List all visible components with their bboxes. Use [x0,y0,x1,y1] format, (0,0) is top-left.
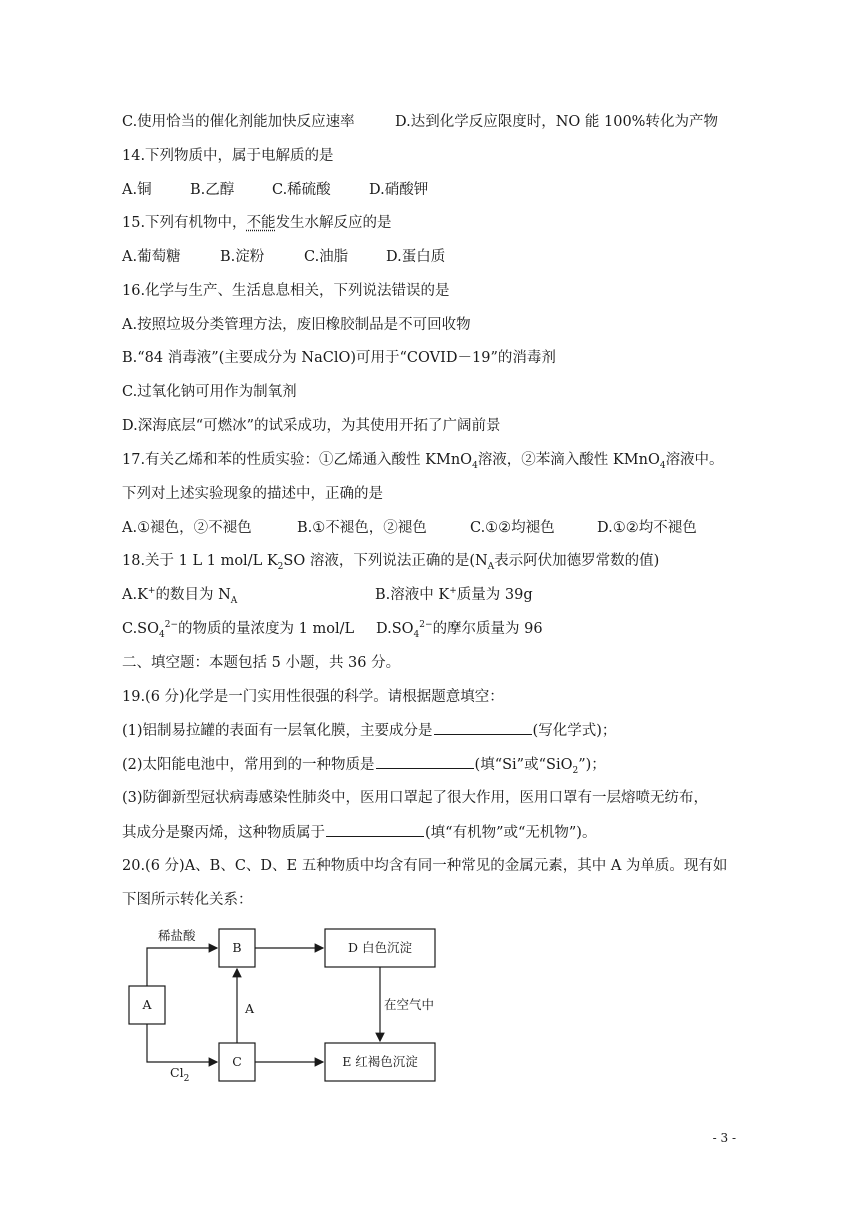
q14-option-a: A.铜 [122,182,152,198]
answer-blank[interactable] [434,720,532,735]
arrow-a-to-b [147,948,217,986]
box-c-label: C [232,1054,242,1069]
q15-option-a: A.葡萄糖 [122,249,181,265]
in-air-label: 在空气中 [384,997,435,1012]
q19-part3-line1: (3)防御新型冠状病毒感染性肺炎中，医用口罩起了很大作用，医用口罩有一层熔喷无纺布， [122,790,709,806]
q16-option-b: B.“84 消毒液”(主要成分为 NaClO)可用于“COVID－19”的消毒剂 [122,350,556,366]
box-d-label: D 白色沉淀 [348,940,412,955]
arrow-a-to-c [147,1024,217,1062]
conversion-diagram [122,920,452,1090]
box-a-label: A [142,997,152,1012]
q18-stem-part2: SO 溶液，下列说法正确的是(N [283,553,488,569]
q18-stem-part1: 18.关于 1 L 1 mol/L K [122,553,278,569]
q18-subscript: 4 [159,629,165,640]
q20-stem-line2: 下图所示转化关系： [122,892,253,908]
answer-blank[interactable] [326,822,424,837]
q15-stem-post: 发生水解反应的是 [275,215,392,231]
page-number: - 3 - [712,1131,736,1145]
chlorine-label [170,1065,189,1084]
q19-subscript: 2 [572,765,579,776]
q18-stem [122,551,659,571]
q18-option-c-pre: C.SO [122,621,160,637]
q17-option-c: C.①②均褪色 [470,520,555,536]
q17-option-a: A.①褪色，②不褪色 [122,520,252,536]
q14-option-b: B.乙醇 [190,182,235,198]
q17-option-d: D.①②均不褪色 [597,520,697,536]
q17-stem-part3: 溶液中。 [665,452,724,468]
q18-superscript: + [147,586,156,597]
q18-option-d-pre: D.SO [376,621,414,637]
q16-option-a: A.按照垃圾分类管理方法，废旧橡胶制品是不可回收物 [122,317,471,333]
q18-option-c [122,619,354,639]
q16-option-c: C.过氧化钠可用作为制氧剂 [122,384,297,400]
q18-stem-part3: 表示阿伏加德罗常数的值) [494,553,660,569]
q17-stem-part1: 17.有关乙烯和苯的性质实验：①乙烯通入酸性 KMnO [122,452,473,468]
q17-option-b: B.①不褪色，②褪色 [297,520,427,536]
chlorine-symbol: Cl [170,1065,184,1080]
q18-option-a-post: 的数目为 N [155,587,231,603]
q18-subscript: 2 [277,561,284,572]
q19-stem: 19.(6 分)化学是一门实用性很强的科学。请根据题意填空： [122,689,504,705]
q14-stem: 14.下列物质中，属于电解质的是 [122,148,334,164]
q13-option-c: C.使用恰当的催化剂能加快反应速率 [122,114,355,130]
q17-stem-line1 [122,450,724,470]
q17-subscript: 4 [472,460,478,471]
q15-option-b: B.淀粉 [220,249,265,265]
q18-option-d [376,619,543,639]
q18-subscript: 4 [413,629,420,640]
q17-stem-part2: 溶液，②苯滴入酸性 KMnO [477,452,660,468]
box-e-label: E 红褐色沉淀 [342,1054,418,1069]
q18-option-b-pre: B.溶液中 K [375,587,450,603]
q18-option-b-post: 质量为 39g [456,587,533,603]
q18-option-a [122,585,237,605]
q17-subscript: 4 [659,460,666,471]
q18-subscript: A [230,595,238,606]
box-b-label: B [232,940,242,955]
q18-superscript: + [449,586,457,597]
q15-option-d: D.蛋白质 [386,249,446,265]
q16-stem: 16.化学与生产、生活息息相关，下列说法错误的是 [122,283,450,299]
q18-option-c-post: 的物质的量浓度为 1 mol/L [178,621,355,637]
q14-option-d: D.硝酸钾 [369,182,429,198]
reagent-a-label: A [245,1001,255,1016]
acid-label: 稀盐酸 [158,928,196,943]
q20-stem-line1: 20.(6 分)A、B、C、D、E 五种物质中均含有同一种常见的金属元素，其中 A 为单质。现有如 [122,858,728,874]
q19-part1-text: (1)铝制易拉罐的表面有一层氧化膜，主要成分是 [122,723,433,739]
q19-part2-hint-b: ”)； [578,757,606,773]
chlorine-subscript: 2 [183,1074,190,1084]
q19-part1-hint: (写化学式)； [532,723,617,739]
q19-part3-line2 [122,822,596,843]
q18-option-a-pre: A.K [122,587,148,603]
q19-part3-text: 其成分是聚丙烯，这种物质属于 [122,825,325,841]
q19-part2-text: (2)太阳能电池中，常用到的一种物质是 [122,757,375,773]
q15-option-c: C.油脂 [304,249,349,265]
q19-part2-hint-a: (填“Si”或“SiO [474,757,573,773]
q14-option-c: C.稀硫酸 [272,182,331,198]
q15-stem-pre: 15.下列有机物中， [122,215,247,231]
q18-option-d-post: 的摩尔质量为 96 [432,621,543,637]
q19-part1 [122,720,616,741]
answer-blank[interactable] [376,754,474,769]
q19-part3-hint: (填“有机物”或“无机物”)。 [425,825,597,841]
q15-stem [122,213,392,233]
q18-option-b [375,585,533,605]
q15-stem-emphasis: 不能 [246,215,276,231]
q16-option-d: D.深海底层“可燃冰”的试采成功，为其使用开拓了广阔前景 [122,418,501,434]
q13-option-d: D.达到化学反应限度时，NO 能 100%转化为产物 [395,114,718,130]
q18-superscript: 2− [419,620,433,631]
q19-part2 [122,754,606,775]
section-heading: 二、填空题：本题包括 5 小题，共 36 分。 [122,655,401,671]
q18-superscript: 2− [164,620,179,631]
q18-subscript: A [487,561,495,572]
q17-stem-line2: 下列对上述实验现象的描述中，正确的是 [122,486,383,502]
